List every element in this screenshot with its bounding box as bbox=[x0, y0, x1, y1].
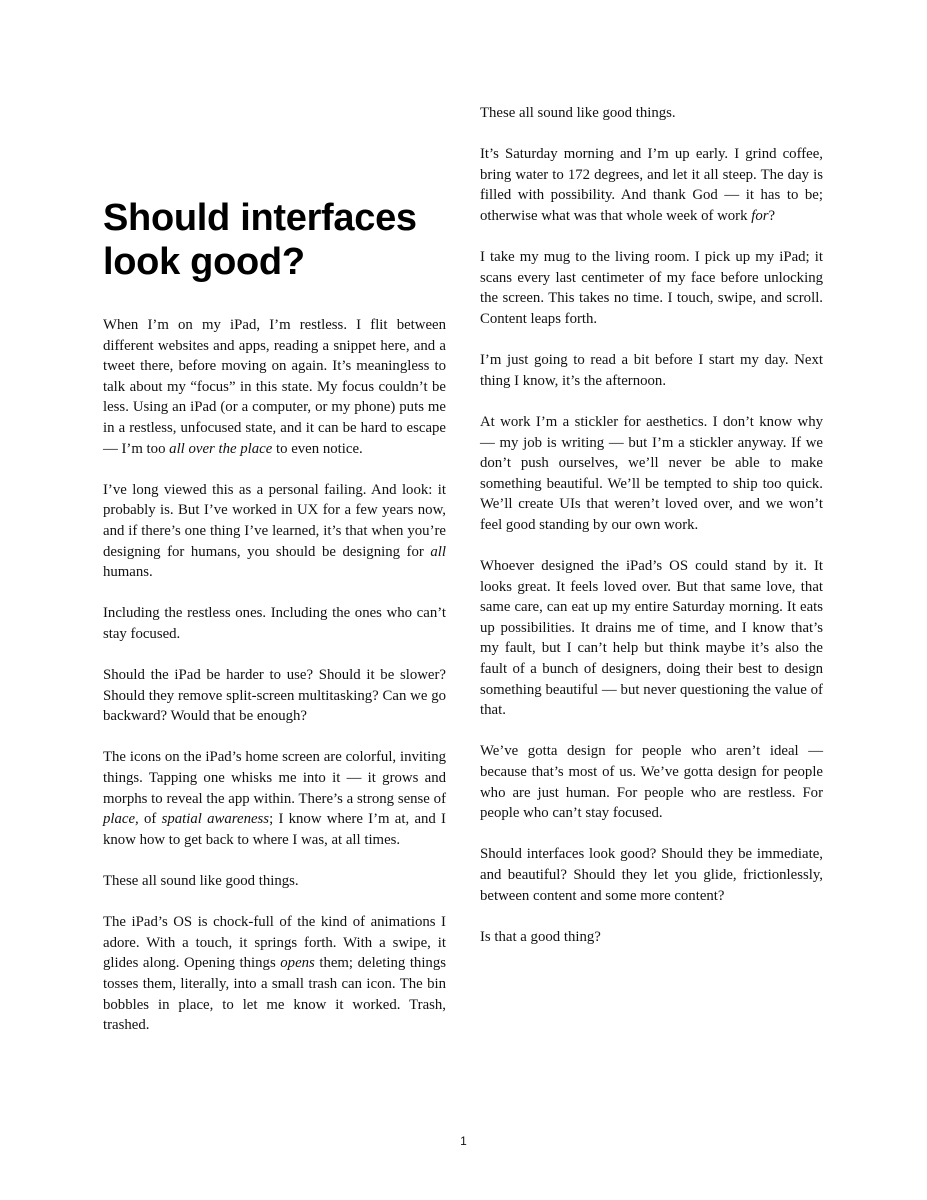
body-paragraph bbox=[103, 912, 446, 1036]
body-paragraph bbox=[103, 871, 446, 892]
page-title: Should interfaces look good? bbox=[103, 197, 417, 283]
right-column bbox=[480, 103, 823, 947]
body-paragraph bbox=[480, 247, 823, 329]
emphasis-text: all over the place bbox=[169, 440, 273, 457]
emphasis-text: all bbox=[430, 543, 446, 560]
paragraph-text: humans. bbox=[103, 564, 153, 581]
paragraph-text: them; deleting things tosses them, literally, into a small trash can icon. The bin bobbles in place, to let me know it worked. Trash, trashed. bbox=[103, 955, 446, 1034]
paragraph-text: I take my mug to the living room. I pick up my iPad; it scans every last centimeter of my face before unlocking the screen. This takes no time. I touch, swipe, and scroll. Content leaps forth. bbox=[480, 249, 823, 327]
body-paragraph bbox=[480, 556, 823, 721]
paragraph-text: to even notice. bbox=[272, 440, 363, 457]
paragraph-text: Whoever designed the iPad’s OS could stand by it. It looks great. It feels loved over. But that same love, that same care, can eat up my entire Saturday morning. It eats up possibilities. It drains me of time, and I know that’s my fault, but I can’t help but think maybe it’s also the fault of a bunch of designers, doing their best to design something beautiful — but never questioning the value of that. bbox=[480, 558, 823, 719]
paragraph-text: The icons on the iPad’s home screen are colorful, inviting things. Tapping one whisks me into it — it grows and morphs to reveal the app within. There’s a strong sense of bbox=[103, 749, 446, 807]
paragraph-text: of bbox=[138, 811, 162, 828]
paragraph-text: I’ve long viewed this as a personal failing. And look: it probably is. But I’ve worked in UX for a few years now, and if there’s one thing I’ve learned, it’s that when you’re designing for humans, you should be designing for bbox=[103, 481, 446, 560]
paragraph-text: Should interfaces look good? Should they be immediate, and beautiful? Should they let you glide, frictionlessly, between content and some more content? bbox=[480, 846, 823, 904]
body-paragraph bbox=[480, 103, 823, 124]
paragraph-text: I’m just going to read a bit before I start my day. Next thing I know, it’s the afternoon. bbox=[480, 352, 823, 389]
page-number: 1 bbox=[460, 1134, 467, 1148]
paragraph-text: These all sound like good things. bbox=[103, 873, 299, 890]
emphasis-text: place, bbox=[103, 811, 139, 828]
body-paragraph bbox=[480, 844, 823, 906]
paragraph-text: When I’m on my iPad, I’m restless. I flit between different websites and apps, reading a snippet here, and a tweet there, before moving on again. It’s meaningless to talk about my “focus” in this state. My focus couldn’t be less. Using an iPad (or a computer, or my phone) puts me in a restless, unfocused state, and it can be hard to escape — I’m too bbox=[103, 317, 446, 457]
left-column bbox=[103, 315, 446, 1036]
emphasis-text: opens bbox=[280, 955, 315, 972]
body-paragraph bbox=[103, 480, 446, 583]
paragraph-text: Including the restless ones. Including the ones who can’t stay focused. bbox=[103, 605, 446, 642]
body-paragraph bbox=[103, 747, 446, 850]
paragraph-text: Is that a good thing? bbox=[480, 928, 601, 945]
emphasis-text: for bbox=[751, 207, 769, 224]
paragraph-text: These all sound like good things. bbox=[480, 105, 676, 121]
body-paragraph bbox=[480, 927, 823, 948]
body-paragraph bbox=[480, 144, 823, 226]
body-paragraph bbox=[480, 412, 823, 536]
paragraph-text: At work I’m a stickler for aesthetics. I don’t know why — my job is writing — but I’m a stickler anyway. If we don’t push ourselves, we’ll never be able to make something beautiful. We’ll be tempted to ship too quick. We’ll create UIs that weren’t loved over, and we won’t feel good standing by our own work. bbox=[480, 413, 823, 533]
paragraph-text: ? bbox=[768, 207, 776, 224]
paragraph-text: We’ve gotta design for people who aren’t ideal — because that’s most of us. We’ve gotta design for people who are just human. For people who are restless. For people who can’t stay focused. bbox=[480, 743, 823, 822]
paragraph-text: ; I know where I’m at, and I know how to get back to where I was, at all times. bbox=[103, 811, 446, 848]
body-paragraph bbox=[480, 741, 823, 823]
body-paragraph bbox=[103, 665, 446, 727]
body-paragraph bbox=[103, 603, 446, 644]
body-paragraph bbox=[480, 350, 823, 391]
paragraph-text: Should the iPad be harder to use? Should it be slower? Should they remove split-screen multitasking? Can we go backward? Would that be enough? bbox=[103, 667, 446, 725]
body-paragraph bbox=[103, 315, 446, 459]
emphasis-text: spatial awareness bbox=[161, 811, 270, 828]
paragraph-text: It’s Saturday morning and I’m up early. I grind coffee, bring water to 172 degrees, and let it all steep. The day is filled with possibility. And thank God — it has to be; otherwise what was that whole week of work bbox=[480, 146, 823, 224]
paragraph-text: The iPad’s OS is chock-full of the kind of animations I adore. With a touch, it springs forth. With a swipe, it glides along. Opening things bbox=[103, 914, 446, 972]
